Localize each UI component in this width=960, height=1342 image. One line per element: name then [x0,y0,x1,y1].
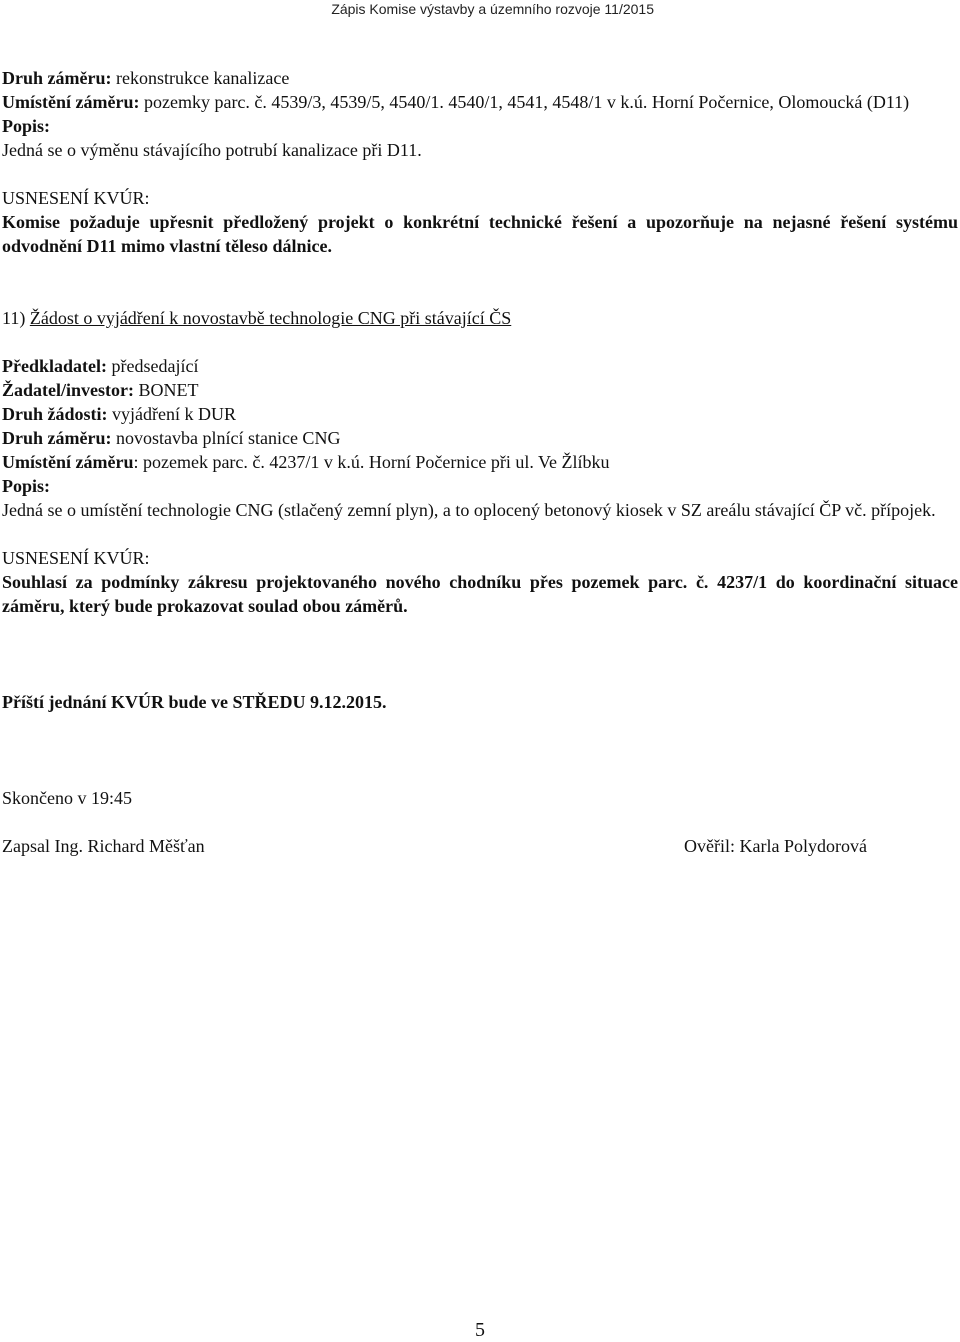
usneseni-label: USNESENÍ KVÚR: [2,188,150,208]
usneseni-11-label: USNESENÍ KVÚR: [2,548,150,568]
predkladatel-line [2,354,958,378]
umisteni-zameru-line [2,90,958,114]
document-body [2,66,958,858]
signatures [2,834,958,858]
item-11-heading-line [2,306,958,330]
popis-label: Popis: [2,116,51,136]
zadatel-line [2,378,958,402]
druh-zadosti-label: Druh žádosti: [2,404,108,424]
zadatel-value: BONET [134,380,199,400]
predkladatel-label: Předkladatel: [2,356,107,376]
predkladatel-value: předsedající [107,356,199,376]
druh-zameru-value: rekonstrukce kanalizace [111,68,290,88]
verified-by: Ověřil: Karla Polydorová [684,836,867,856]
usneseni-text: Komise požaduje upřesnit předložený projekt o konkrétní technické řešení a upozorňuje na nejasné řešení systému odvodnění D11 mimo vlastní těleso dálnice. [2,212,958,256]
page-number: 5 [475,1319,485,1341]
druh-zameru-11-line [2,426,958,450]
next-meeting: Příští jednání KVÚR bude ve STŘEDU 9.12.2015. [2,692,387,712]
ended-time: Skončeno v 19:45 [2,788,132,808]
druh-zameru-label: Druh záměru: [2,68,112,88]
umisteni-zameru-label: Umístění záměru: [2,92,140,112]
popis-11-label: Popis: [2,476,51,496]
umisteni-zameru-11-label: Umístění záměru [2,452,134,472]
zadatel-label: Žadatel/investor: [2,380,134,400]
item-11-heading: Žádost o vyjádření k novostavbě technologie CNG při stávající ČS [29,308,512,328]
popis-text: Jedná se o výměnu stávajícího potrubí kanalizace při D11. [2,140,422,160]
umisteni-zameru-11-line [2,450,958,474]
druh-zameru-11-label: Druh záměru: [2,428,112,448]
item-11-number: 11) [2,308,26,328]
page-header-title: Zápis Komise výstavby a územního rozvoje 11/2015 [331,1,654,17]
umisteni-zameru-11-value: : pozemek parc. č. 4237/1 v k.ú. Horní Počernice při ul. Ve Žlíbku [133,452,610,472]
druh-zadosti-value: vyjádření k DUR [107,404,236,424]
usneseni-11-text: Souhlasí za podmínky zákresu projektovaného nového chodníku přes pozemek parc. č. 4237/1 do koordinační situace záměru, který bude prokazovat soulad obou záměrů. [2,572,958,616]
umisteni-zameru-value: pozemky parc. č. 4539/3, 4539/5, 4540/1. 4540/1, 4541, 4548/1 v k.ú. Horní Počernice, Olomoucká (D11) [139,92,910,112]
druh-zadosti-line [2,402,958,426]
popis-11-text: Jedná se o umístění technologie CNG (stlačený zemní plyn), a to oplocený betonový kiosek v SZ areálu stávající ČP vč. přípojek. [2,500,936,520]
druh-zameru-11-value: novostavba plnící stanice CNG [111,428,341,448]
druh-zameru-line [2,66,958,90]
recorded-by: Zapsal Ing. Richard Měšťan [2,836,205,856]
